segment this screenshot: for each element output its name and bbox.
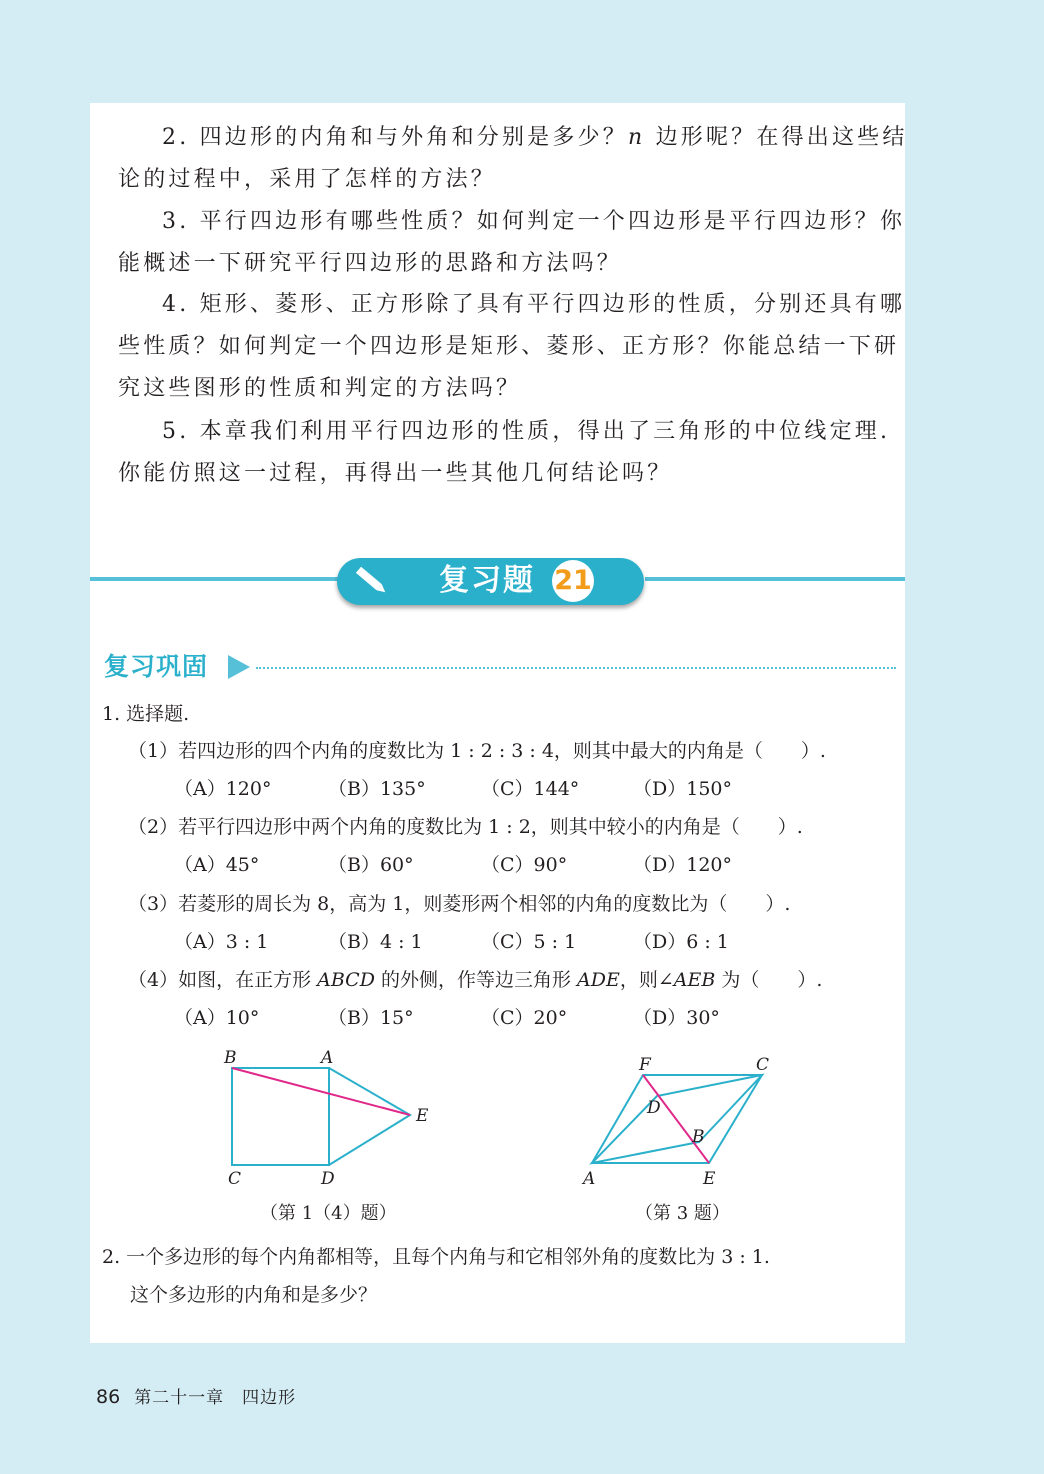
label-a: A <box>321 1048 334 1068</box>
option-b: （B）15° <box>328 1007 414 1029</box>
exercise-1-4-stem: （4）如图，在正方形 ABCD 的外侧，作等边三角形 ADE，则∠AEB 为（ ）. <box>128 969 823 991</box>
section-header <box>104 649 904 685</box>
review-question-3: 3. 平行四边形有哪些性质？如何判定一个四边形是平行四边形？你 能概述一下研究平行四边形的思路和方法吗？ <box>118 209 906 276</box>
exercise-1-3-stem: （3）若菱形的周长为 8，高为 1，则菱形两个相邻的内角的度数比为（ ）. <box>128 893 791 915</box>
exercise-1-2-stem: （2）若平行四边形中两个内角的度数比为 1 : 2，则其中较小的内角是（ ）. <box>128 816 803 838</box>
figure-rhombus <box>575 1048 785 1193</box>
page-number: 86 <box>96 1386 121 1408</box>
label-d: D <box>647 1098 661 1118</box>
option-d: （D）6 : 1 <box>633 931 729 953</box>
label-c: C <box>228 1169 242 1189</box>
chapter-title: 第二十一章 四边形 <box>134 1388 297 1408</box>
section-title: 复习巩固 <box>104 652 209 681</box>
exercise-2-line1: 2. 一个多边形的每个内角都相等，且每个内角与和它相邻外角的度数比为 3 : 1. <box>102 1246 770 1268</box>
label-a: A <box>583 1169 596 1189</box>
exercise-1-title: 1. 选择题. <box>102 703 190 725</box>
segment-be <box>232 1068 410 1115</box>
triangle-ade <box>329 1068 410 1165</box>
label-b: B <box>224 1048 237 1068</box>
banner-number: 21 <box>552 560 594 602</box>
figure-2-caption: （第 3 题） <box>635 1203 730 1224</box>
option-c: （C）5 : 1 <box>481 931 577 953</box>
review-question-2: 2. 四边形的内角和与外角和分别是多少？n 边形呢？在得出这些结 论的过程中，采用了怎样的方法？ <box>118 125 908 192</box>
page-footer <box>96 1383 296 1408</box>
pencil-icon <box>353 565 393 599</box>
review-question-4: 4. 矩形、菱形、正方形除了具有平行四边形的性质，分别还具有哪 些性质？如何判定一个四边形是矩形、菱形、正方形？你能总结一下研 究这些图形的性质和判定的方法吗？ <box>118 292 906 401</box>
banner-rule-left <box>90 577 343 581</box>
banner-title: 复习题 <box>439 563 535 598</box>
option-c: （C）20° <box>481 1007 568 1029</box>
banner-rule-right <box>645 577 905 581</box>
option-a: （A）45° <box>174 854 260 876</box>
play-arrow-icon <box>228 655 250 679</box>
square-abcd <box>232 1068 329 1165</box>
label-b: B <box>692 1127 705 1147</box>
option-a: （A）10° <box>174 1007 260 1029</box>
exercise-2-line2: 这个多边形的内角和是多少？ <box>130 1284 378 1306</box>
option-b: （B）135° <box>328 778 426 800</box>
label-e: E <box>703 1169 716 1189</box>
figure-1-caption: （第 1（4）题） <box>260 1203 397 1224</box>
label-c: C <box>756 1055 770 1075</box>
figure-square-triangle <box>210 1043 450 1193</box>
option-c: （C）90° <box>481 854 568 876</box>
review-question-5: 5. 本章我们利用平行四边形的性质，得出了三角形的中位线定理. 你能仿照这一过程，再得出一些其他几何结论吗？ <box>118 419 891 486</box>
option-d: （D）150° <box>633 778 732 800</box>
review-exercise-banner <box>337 558 644 605</box>
label-d: D <box>321 1169 335 1189</box>
option-d: （D）30° <box>633 1007 720 1029</box>
option-b: （B）4 : 1 <box>328 931 423 953</box>
dotted-rule <box>256 667 896 669</box>
option-c: （C）144° <box>481 778 580 800</box>
option-d: （D）120° <box>633 854 732 876</box>
exercise-1-1-stem: （1）若四边形的四个内角的度数比为 1 : 2 : 3 : 4，则其中最大的内角是（ ）. <box>128 740 826 762</box>
page-content <box>90 103 908 1343</box>
label-e: E <box>416 1106 429 1126</box>
option-a: （A）3 : 1 <box>174 931 269 953</box>
option-b: （B）60° <box>328 854 414 876</box>
label-f: F <box>639 1055 651 1075</box>
option-a: （A）120° <box>174 778 272 800</box>
